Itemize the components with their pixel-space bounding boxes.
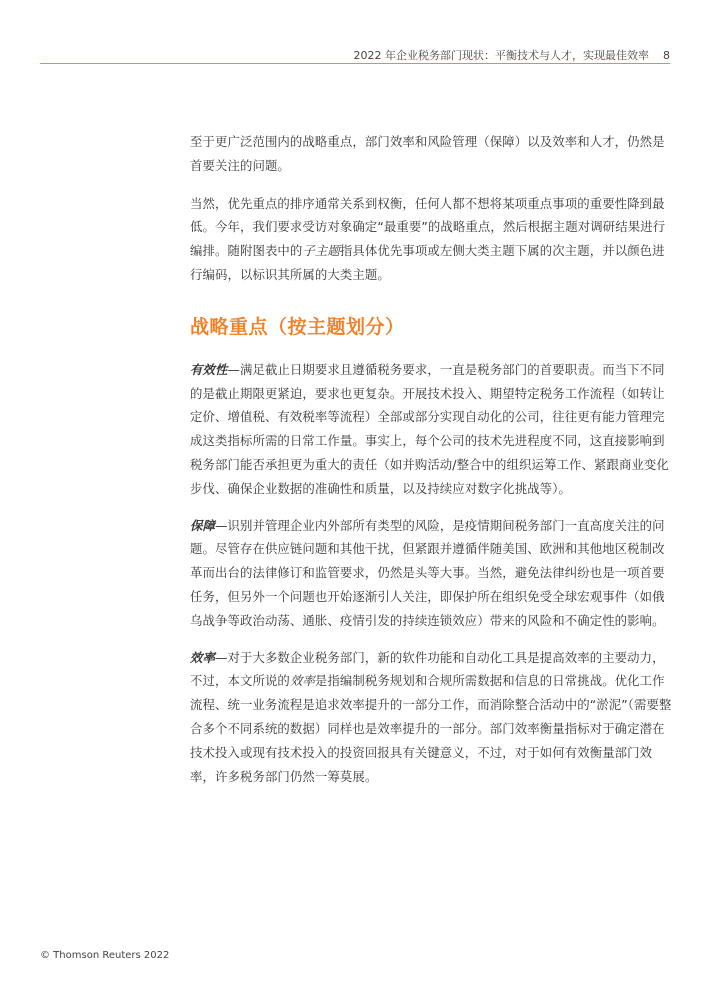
intro-p2-text-a: 当然，优先重点的排序通常关系到权衡，任何人都不想将某项重点事项的重要性降到最低。今年，我们要求受访对象确定“最重要”的战略重点，然后根据主题对调研结果进行编排。随附图表中的 xyxy=(190,195,666,259)
main-content xyxy=(190,130,674,801)
page-number: 8 xyxy=(663,48,670,62)
page-header xyxy=(40,47,670,63)
effectiveness-text: —满足截止日期要求且遵循税务要求，一直是税务部门的首要职责。而当下不同的是截止期限更紧迫，要求也更复杂。开展技术投入、期望特定税务工作流程（如转让定价、增值税、有效税率等流程）全部或部分实现自动化的公司，往往更有能力管理完成这类指标所需的日常工作量。事实上，每个公司的技术先进程度不同，这直接影响到税务部门能否承担更为重大的责任（如并购活动/整合中的组织运筹工作、紧跟商业变化步伐、确保企业数据的准确性和质量，以及持续应对数字化挑战等）。 xyxy=(190,361,669,496)
efficiency-paragraph xyxy=(190,646,674,789)
assurance-text: —识别并管理企业内外部所有类型的风险，是疫情期间税务部门一直高度关注的问题。尽管存在供应链问题和其他干扰，但紧跟并遵循伴随美国、欧洲和其他地区税制改革而出台的法律修订和监管要求，仍然是头等大事。当然，避免法律纠纷也是一项首要任务，但另外一个问题也开始逐渐引人关注，即保护所在组织免受全球宏观事件（如俄乌战争等政治动荡、通胀、疫情引发的持续连锁效应）带来的风险和不确定性的影响。 xyxy=(190,517,665,628)
copyright-footer: © Thomson Reuters 2022 xyxy=(40,950,170,961)
header-title: 2022 年企业税务部门现状：平衡技术与人才，实现最佳效率 xyxy=(353,49,649,62)
effectiveness-term: 有效性 xyxy=(190,361,228,377)
effectiveness-paragraph xyxy=(190,358,674,501)
header-divider xyxy=(40,63,670,64)
efficiency-term: 效率 xyxy=(190,649,215,665)
assurance-term: 保障 xyxy=(190,517,215,533)
efficiency-text-b: 是指编制税务规划和合规所需数据和信息的日常挑战。优化工作流程、统一业务流程是追求效率提升的一部分工作，而消除整合活动中的“淤泥”（需要整合多个不同系统的数据）同样也是效率提升的一部分。部门效率衡量指标对于确定潜在技术投入或现有技术投入的投资回报具有关键意义，不过，对于如何有效衡量部门效率，许多税务部门仍然一筹莫展。 xyxy=(190,673,672,784)
intro-paragraph-2 xyxy=(190,192,674,287)
intro-paragraph-1: 至于更广泛范围内的战略重点，部门效率和风险管理（保障）以及效率和人才，仍然是首要关注的问题。 xyxy=(190,134,665,173)
efficiency-italic-term: 效率 xyxy=(289,673,315,689)
intro-p2-text-b: 指具体优先事项或左侧大类主题下属的次主题，并以颜色进行编码，以标识其所属的大类主题。 xyxy=(190,243,665,282)
efficiency-text-a: —对于大多数企业税务部门，新的软件功能和自动化工具是提高效率的主要动力，不过，本文所说的 xyxy=(190,649,665,689)
intro-p2-italic-term: 子主题 xyxy=(302,243,340,259)
assurance-paragraph xyxy=(190,514,674,633)
section-heading: 战略重点（按主题划分） xyxy=(190,315,405,338)
